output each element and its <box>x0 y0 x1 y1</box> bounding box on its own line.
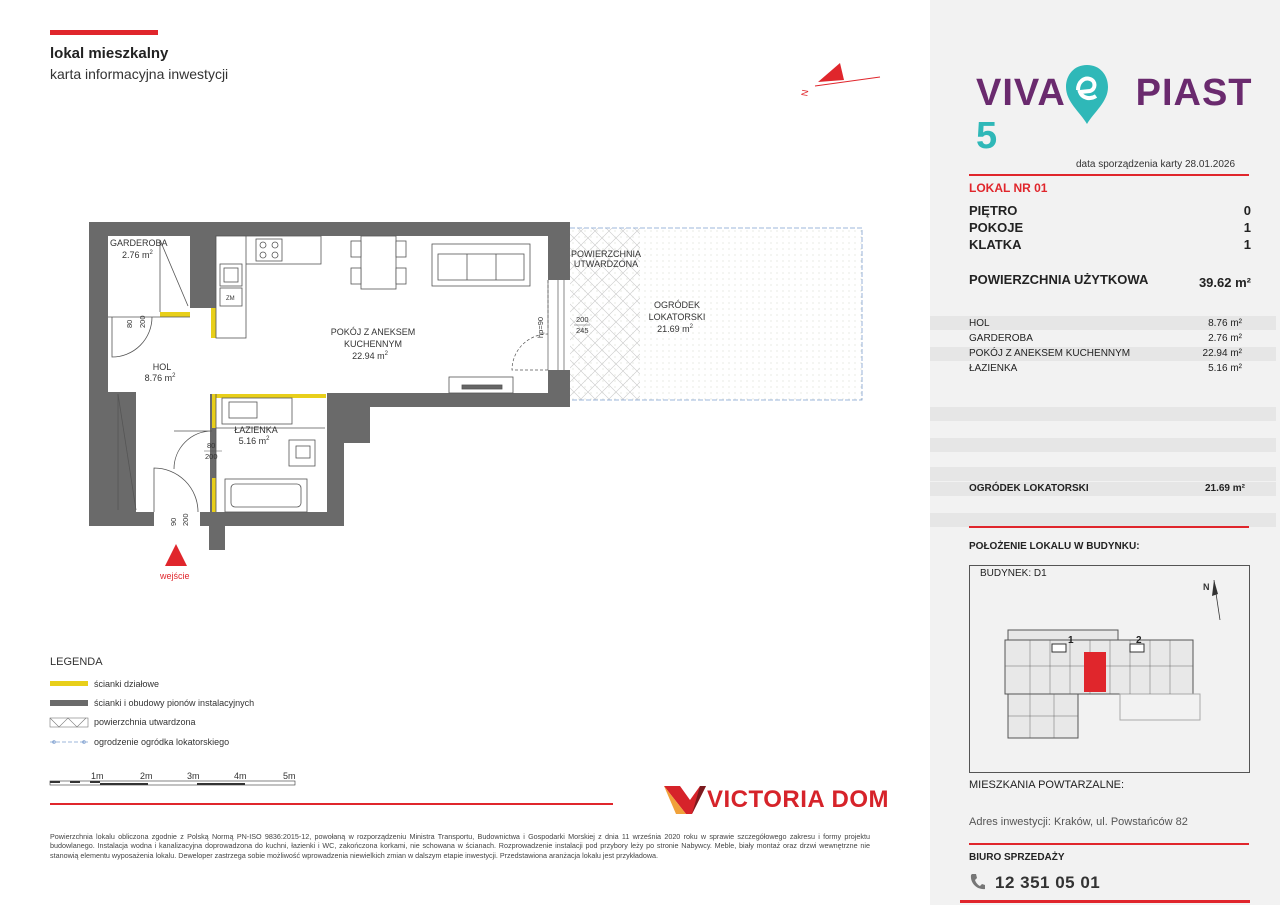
north-arrow-icon <box>1203 580 1220 620</box>
ogrodek-name-2: LOKATORSKI <box>648 312 706 322</box>
lazienka-name: ŁAZIENKA <box>234 425 278 435</box>
bathroom-fixtures <box>222 398 315 512</box>
garden-area-row: OGRÓDEK LOKATORSKI 21.69 m² <box>969 483 1245 494</box>
staircase-2-label: 2 <box>1136 635 1142 646</box>
dim-entry-h: 200 <box>181 513 190 526</box>
legend-swatch-hardened <box>50 718 88 727</box>
legend-item: powierzchnia utwardzona <box>94 717 196 727</box>
dim-lazienka-h: 200 <box>205 452 218 461</box>
viva-piast-logo: VIVA PIAST 5 <box>976 72 1253 157</box>
creation-date: data sporządzenia karty 28.01.2026 <box>1076 159 1235 170</box>
room-area-row: ŁAZIENKA 5.16 m² <box>969 363 1242 374</box>
panel-divider <box>969 526 1249 528</box>
dim-entry-w: 90 <box>169 517 178 526</box>
scale-label: 4m <box>234 771 247 781</box>
repeat-units-label: MIESZKANIA POWTARZALNE: <box>969 779 1125 791</box>
legend-title: LEGENDA <box>50 656 103 668</box>
room-area-row: HOL 8.76 m² <box>969 318 1242 329</box>
entrance-label: wejście <box>160 571 190 581</box>
garderoba-area: 2.76 $m^2$ <box>122 250 153 260</box>
sales-phone-number[interactable]: 12 351 05 01 <box>995 873 1101 892</box>
north-arrow-icon <box>799 63 880 97</box>
panel-bottom-line <box>960 900 1250 903</box>
dim-garderoba-h: 200 <box>138 315 147 328</box>
hol-name: HOL <box>152 362 172 372</box>
fridge-label: ZM <box>226 296 235 302</box>
ogrodek-area: 21.69 $m^2$ <box>657 324 693 334</box>
kitchen-counter <box>216 236 321 338</box>
legend-swatch-fence <box>50 741 88 744</box>
room-area-row: GARDEROBA 2.76 m² <box>969 333 1242 344</box>
document-title: lokal mieszkalny <box>50 45 169 62</box>
hol-area: 8.76 $m^2$ <box>144 373 176 383</box>
building-plan-mini <box>970 566 1248 771</box>
dining-table <box>351 236 406 289</box>
legend-item: ścianki i obudowy pionów instalacyjnych <box>94 698 255 708</box>
svg-text:N: N <box>1203 582 1210 592</box>
sales-office-title: BIURO SPRZEDAŻY <box>969 852 1065 863</box>
dim-garderoba-w: 80 <box>125 319 134 328</box>
panel-divider <box>969 843 1249 845</box>
dim-lazienka-w: 80 <box>207 441 216 450</box>
room-area-row: POKÓJ Z ANEKSEM KUCHENNYM 22.94 m² <box>969 348 1242 359</box>
scale-label: 2m <box>140 771 153 781</box>
dim-balcony-w: 200 <box>576 315 589 324</box>
dim-hp: hp=90 <box>536 316 545 338</box>
entrance-arrow-icon <box>165 544 187 566</box>
utwardzona-name-1: POWIERZCHNIA <box>570 249 642 259</box>
victoria-dom-logo-icon <box>664 786 706 814</box>
scale-label: 3m <box>187 771 200 781</box>
investment-address: Adres inwestycji: Kraków, ul. Powstańców 82 <box>969 816 1188 828</box>
location-title: POŁOŻENIE LOKALU W BUDYNKU: <box>969 541 1140 552</box>
legend-swatch-wall <box>50 700 88 706</box>
pokoj-area: 22.94 $m^2$ <box>352 351 388 361</box>
document-subtitle: karta informacyjna inwestycji <box>50 66 229 82</box>
usable-area-row: POWIERZCHNIA UŻYTKOWA 39.62 m² <box>969 272 1251 290</box>
developer-logo-text: VICTORIA DOM <box>707 786 890 813</box>
tv-cabinet <box>449 377 513 393</box>
legend-item: ogrodzenie ogródka lokatorskiego <box>94 737 230 747</box>
ogrodek-name-1: OGRÓDEK <box>653 300 701 310</box>
legal-footnote: Powierzchnia lokalu obliczona zgodnie z Polską Normą PN-ISO 9836:2015-12, powołaną w rozporządzeniu Ministra Transportu, Budownictwa i Gospodarki Morskiej z dnia 11 września 2020 roku w sprawie szczegółowego zakresu i formy projektu budowlanego. Instalacja wodna i kanalizacyjna doprowadzona do kuchni, łazienki i WC, zakończona korkami, nie schowana w ścianach. Rozprowadzenie instalacji pod przybory leży po stronie Nabywcy. Meble, biały montaż oraz drzwi wewnętrzne nie stanowią elementu wyposażenia lokalu. Deweloper zastrzega sobie możliwość wprowadzenia niewielkich zmian w dalszym etapie inwestycji. Przedstawiona aranżacja lokalu jest przykładowa. <box>50 832 870 860</box>
svg-text:N: N <box>799 88 811 97</box>
lazienka-area: 5.16 $m^2$ <box>238 436 270 446</box>
pokoj-name-2: KUCHENNYM <box>343 339 403 349</box>
garderoba-name: GARDEROBA <box>110 238 168 248</box>
location-pin-icon <box>1062 62 1112 128</box>
dim-balcony-h: 245 <box>576 326 589 335</box>
unit-number: LOKAL NR 01 <box>969 181 1048 195</box>
scale-label: 1m <box>91 771 104 781</box>
utwardzona-name-2: UTWARDZONA <box>573 259 639 269</box>
staircase-row: KLATKA 1 <box>969 237 1251 252</box>
sofa <box>432 244 530 286</box>
scale-bar <box>50 781 295 785</box>
staircase-1-label: 1 <box>1068 635 1074 646</box>
unit-highlight <box>1084 652 1106 692</box>
legend-swatch-partition <box>50 681 88 686</box>
pokoj-name-1: POKÓJ Z ANEKSEM <box>330 327 416 337</box>
legend-item: ścianki działowe <box>94 679 160 689</box>
rooms-row: POKOJE 1 <box>969 220 1251 235</box>
building-label: BUDYNEK: D1 <box>980 568 1047 579</box>
phone-icon <box>969 873 985 891</box>
panel-divider <box>969 174 1249 176</box>
scale-label: 5m <box>283 771 296 781</box>
floor-row: PIĘTRO 0 <box>969 203 1251 218</box>
divider-line <box>50 803 613 805</box>
